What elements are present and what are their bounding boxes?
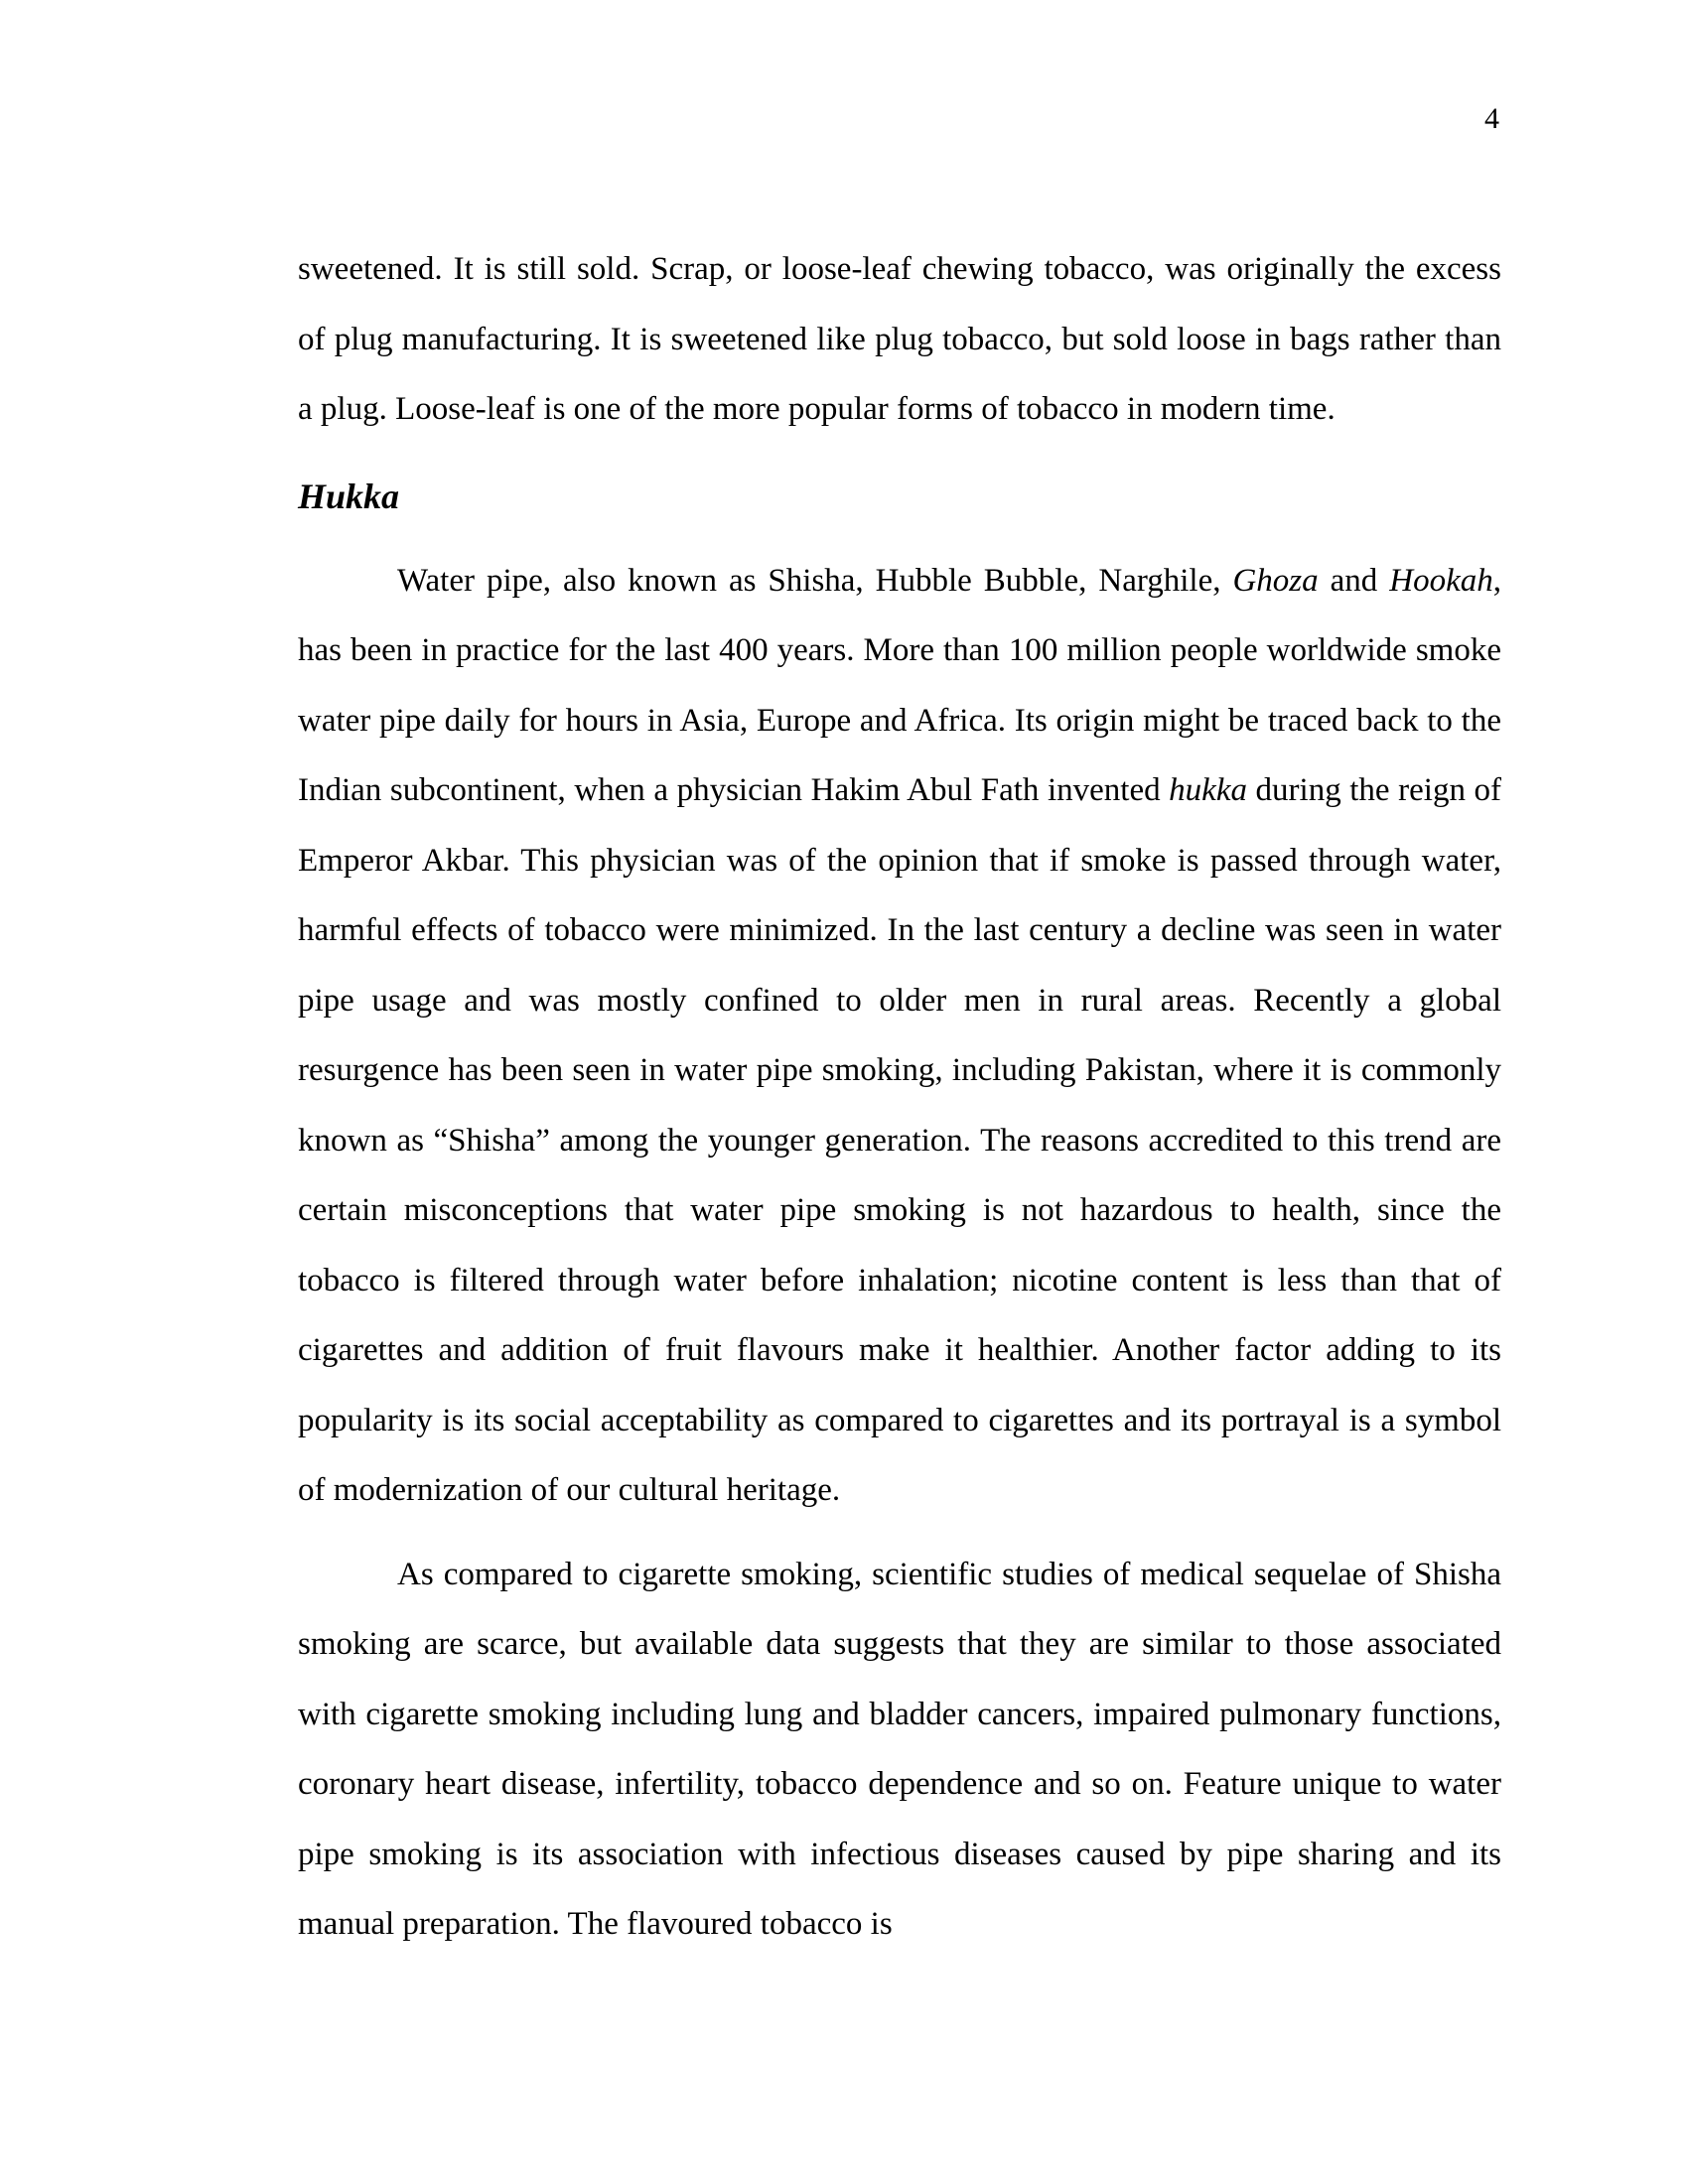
italic-term-hukka: hukka: [1169, 772, 1247, 808]
document-body: [298, 234, 1501, 1960]
paragraph-text: during the reign of Emperor Akbar. This physician was of the opinion that if smoke is passed through water, harmful effects of tobacco were minimized. In the last century a decline was seen in water pipe usage and was mostly confined to older men in rural areas. Recently a global resurgence has been seen in water pipe smoking, including Pakistan, where it is commonly known as “Shisha” among the younger generation. The reasons accredited to this trend are certain misconceptions that water pipe smoking is not hazardous to health, since the tobacco is filtered through water before inhalation; nicotine content is less than that of cigarettes and addition of fruit flavours make it healthier. Another factor adding to its popularity is its social acceptability as compared to cigarettes and its portrayal is a symbol of modernization of our cultural heritage.: [298, 772, 1501, 1508]
italic-term-hookah: Hookah: [1389, 562, 1493, 599]
paragraph-text: , has been in practice for the last 400 years. More than 100 million people worldwide smoke water pipe daily for hours in Asia, Europe and Africa. Its origin might be traced back to the Indian subcontinent, when a physician Hakim Abul Fath invented: [298, 562, 1501, 808]
paragraph-chewing-tobacco: sweetened. It is still sold. Scrap, or loose-leaf chewing tobacco, was originally the excess of plug manufacturing. It is sweetened like plug tobacco, but sold loose in bags rather than a plug. Loose-leaf is one of the more popular forms of tobacco in modern time.: [298, 251, 1501, 427]
paragraph-medical-sequelae: As compared to cigarette smoking, scientific studies of medical sequelae of Shisha smoking are scarce, but available data suggests that they are similar to those associated with cigarette smoking including lung and bladder cancers, impaired pulmonary functions, coronary heart disease, infertility, tobacco dependence and so on. Feature unique to water pipe smoking is its association with infectious diseases caused by pipe sharing and its manual preparation. The flavoured tobacco is: [298, 1556, 1501, 1942]
italic-term-ghoza: Ghoza: [1232, 562, 1319, 599]
paragraph-text: Water pipe, also known as Shisha, Hubble Bubble, Narghile,: [397, 562, 1233, 599]
paragraph-text: and: [1318, 562, 1390, 599]
section-heading-hukka: Hukka: [298, 476, 400, 516]
paragraph-water-pipe-history: [298, 546, 1501, 1526]
page-number: 4: [1484, 102, 1499, 135]
